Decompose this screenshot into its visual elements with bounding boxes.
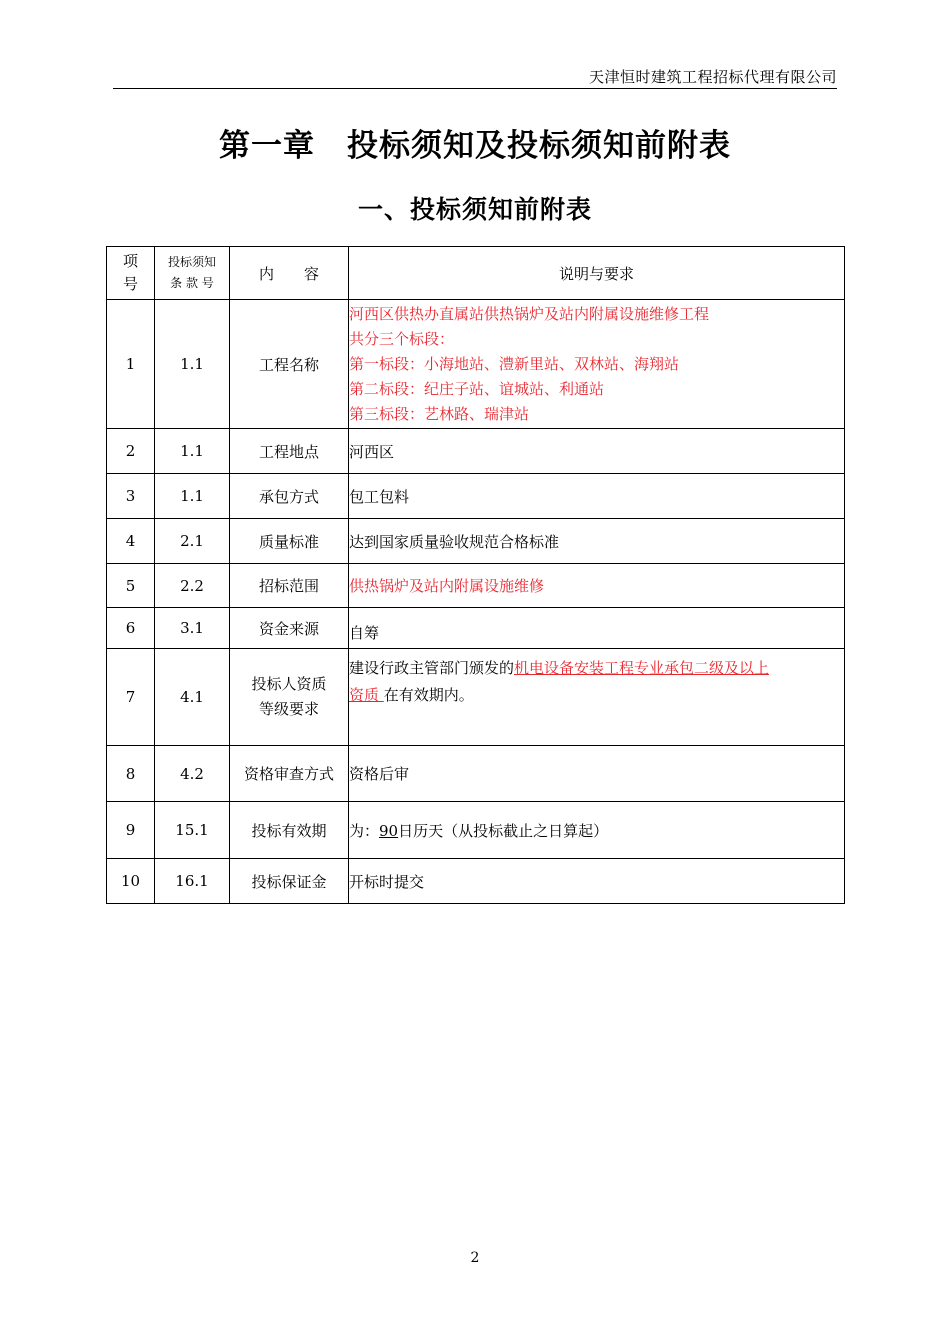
header-cell-clause bbox=[155, 247, 230, 300]
row-clause: 4.2 bbox=[155, 746, 230, 802]
row-description: 达到国家质量验收规范合格标准 bbox=[349, 519, 845, 564]
row-description bbox=[349, 300, 845, 429]
table-header-row bbox=[107, 247, 845, 300]
qualification-highlight: 机电设备安装工程专业承包二级及以上 bbox=[514, 659, 770, 677]
table-row bbox=[107, 564, 845, 608]
qualification-prefix: 建设行政主管部门颁发的 bbox=[349, 659, 515, 677]
header-rule bbox=[113, 88, 837, 89]
header-clause-line1: 投标须知 bbox=[167, 255, 216, 269]
row-item: 投标保证金 bbox=[230, 859, 349, 904]
row-no: 4 bbox=[107, 519, 155, 564]
row-no: 10 bbox=[107, 859, 155, 904]
row-item bbox=[230, 649, 349, 746]
row-no: 9 bbox=[107, 802, 155, 859]
row-description bbox=[349, 649, 845, 746]
lot-3-line: 第三标段：艺林路、瑞津站 bbox=[349, 404, 530, 423]
validity-suffix: 日历天（从投标截止之日算起） bbox=[398, 821, 609, 840]
row-clause: 1.1 bbox=[155, 300, 230, 429]
qualification-highlight-cont: 资质 bbox=[349, 686, 384, 704]
header-company-name: 天津恒时建筑工程招标代理有限公司 bbox=[588, 68, 837, 86]
row-clause: 1.1 bbox=[155, 474, 230, 519]
row-item: 工程名称 bbox=[230, 300, 349, 429]
row-description: 包工包料 bbox=[349, 474, 845, 519]
row-item: 承包方式 bbox=[230, 474, 349, 519]
bid-instructions-table bbox=[106, 246, 845, 904]
table-row bbox=[107, 859, 845, 904]
header-no-line1: 项 bbox=[122, 252, 138, 270]
lot-2-line: 第二标段：纪庄子站、谊城站、利通站 bbox=[349, 379, 605, 398]
qualification-suffix: 在有效期内。 bbox=[383, 686, 474, 704]
item-line2: 等级要求 bbox=[258, 700, 319, 718]
page-number: 2 bbox=[470, 1250, 480, 1266]
table-row bbox=[107, 608, 845, 649]
item-line1: 投标人资质 bbox=[251, 675, 327, 693]
header-clause-line2: 条 款 号 bbox=[170, 276, 214, 290]
row-description: 自筹 bbox=[349, 608, 845, 649]
table-row bbox=[107, 746, 845, 802]
table-row bbox=[107, 474, 845, 519]
row-no: 3 bbox=[107, 474, 155, 519]
row-no: 7 bbox=[107, 649, 155, 746]
row-clause: 15.1 bbox=[155, 802, 230, 859]
chapter-title: 第一章 投标须知及投标须知前附表 bbox=[219, 128, 731, 164]
row-no: 2 bbox=[107, 429, 155, 474]
table-row bbox=[107, 429, 845, 474]
row-description bbox=[349, 802, 845, 859]
project-name-line: 河西区供热办直属站供热锅炉及站内附属设施维修工程 bbox=[349, 304, 710, 323]
validity-days: 90 bbox=[379, 821, 399, 840]
header-cell-description: 说明与要求 bbox=[349, 247, 845, 300]
row-item: 招标范围 bbox=[230, 564, 349, 608]
row-no: 8 bbox=[107, 746, 155, 802]
header-no-line2: 号 bbox=[122, 275, 138, 293]
lot-1-line: 第一标段：小海地站、澧新里站、双林站、海翔站 bbox=[349, 354, 680, 373]
table-row bbox=[107, 519, 845, 564]
row-item: 资格审查方式 bbox=[230, 746, 349, 802]
row-clause: 4.1 bbox=[155, 649, 230, 746]
row-clause: 2.2 bbox=[155, 564, 230, 608]
row-clause: 3.1 bbox=[155, 608, 230, 649]
row-description: 河西区 bbox=[349, 429, 845, 474]
row-no: 5 bbox=[107, 564, 155, 608]
row-no: 6 bbox=[107, 608, 155, 649]
header-cell-no bbox=[107, 247, 155, 300]
row-item: 质量标准 bbox=[230, 519, 349, 564]
table-row bbox=[107, 649, 845, 746]
validity-prefix: 为： bbox=[349, 821, 380, 840]
row-description: 资格后审 bbox=[349, 746, 845, 802]
table-row bbox=[107, 802, 845, 859]
row-item: 资金来源 bbox=[230, 608, 349, 649]
row-description: 开标时提交 bbox=[349, 859, 845, 904]
section-title: 一、投标须知前附表 bbox=[357, 195, 592, 224]
row-description: 供热锅炉及站内附属设施维修 bbox=[349, 564, 845, 608]
header-cell-content: 内 容 bbox=[230, 247, 349, 300]
row-no: 1 bbox=[107, 300, 155, 429]
row-clause: 16.1 bbox=[155, 859, 230, 904]
lot-count-line: 共分三个标段： bbox=[349, 329, 455, 348]
row-item: 投标有效期 bbox=[230, 802, 349, 859]
row-clause: 1.1 bbox=[155, 429, 230, 474]
row-item: 工程地点 bbox=[230, 429, 349, 474]
table-row bbox=[107, 300, 845, 429]
row-clause: 2.1 bbox=[155, 519, 230, 564]
